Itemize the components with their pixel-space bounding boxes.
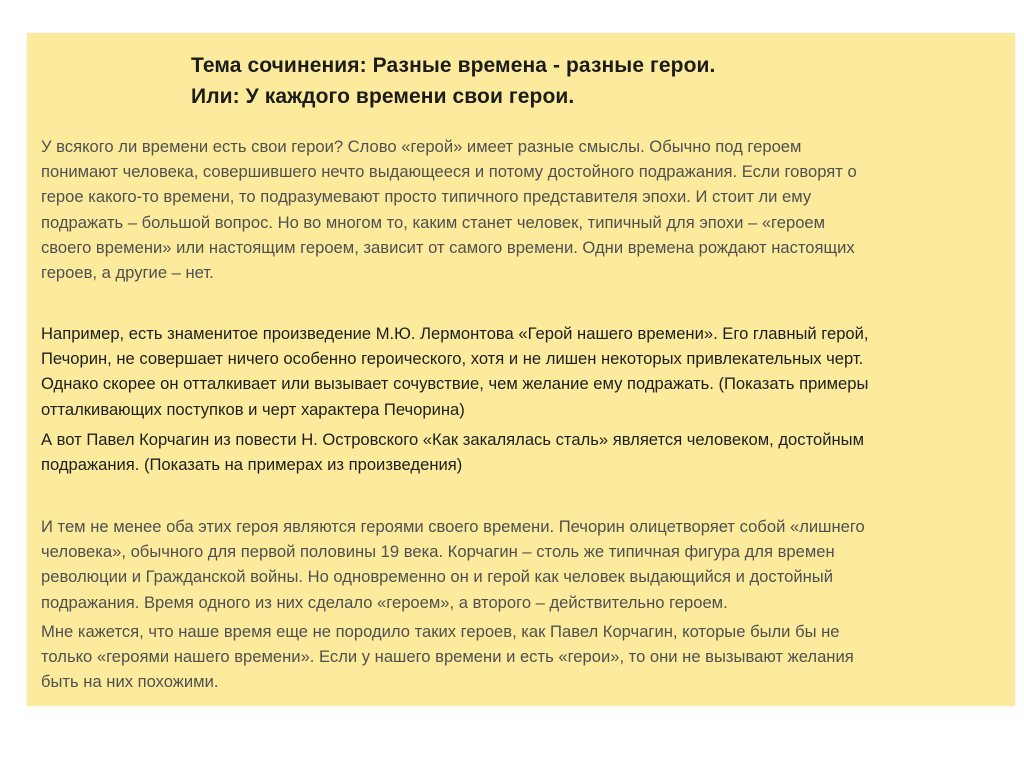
title-line-2: Или: У каждого времени свои герои. <box>191 85 575 108</box>
text-line: Мне кажется, что наше время еще не породило таких героев, как Павел Корчагин, которые были бы не <box>41 622 840 641</box>
text-line: У всякого ли времени есть свои герои? Слово «герой» имеет разные смыслы. Обычно под героем <box>41 137 802 156</box>
text-line: человека», обычного для первой половины 19 века. Корчагин – столь же типичная фигура для времен <box>41 542 835 562</box>
text-line: И тем не менее оба этих героя являются героями своего времени. Печорин олицетворяет собой «лишнего <box>41 517 865 536</box>
text-line: Например, есть знаменитое произведение М.Ю. Лермонтова «Герой нашего времени». Его главный герой, <box>41 324 869 343</box>
text-line: своего времени» или настоящим героем, зависит от самого времени. Одни времена рождают настоящих <box>41 237 855 257</box>
text-line: подражания. (Показать на примерах из произведения) <box>41 455 463 475</box>
text-line: только «героями нашего времени». Если у нашего времени и есть «герои», то они не вызывают желания <box>41 647 854 667</box>
paragraph-pechorin <box>41 321 993 422</box>
text-line: быть на них похожими. <box>41 672 219 692</box>
text-line: героев, а другие – нет. <box>41 263 214 283</box>
text-line: подражать – большой вопрос. Но во многом то, каким станет человек, типичный для эпохи – «героем <box>41 212 826 232</box>
text-line: А вот Павел Корчагин из повести Н. Островского «Как закалялась сталь» является человеком, достойным <box>41 430 864 449</box>
text-line: революции и Гражданской войны. Но одновременно он и герой как человек выдающийся и достойный <box>41 567 833 587</box>
slide-title <box>191 50 971 112</box>
text-line: подражания. Время одного из них сделало «героем», а второго – действительно героем. <box>41 592 728 612</box>
text-line: герое какого-то времени, то подразумевают просто типичного представителя эпохи. И стоит ли ему <box>41 187 812 207</box>
paragraph-comparison <box>41 514 993 615</box>
paragraph-intro <box>41 134 993 285</box>
paragraph-korchagin <box>41 427 993 477</box>
text-line: отталкивающих поступков и черт характера Печорина) <box>41 399 465 419</box>
paragraph-conclusion <box>41 619 993 695</box>
text-line: Однако скорее он отталкивает или вызывает сочувствие, чем желание ему подражать. (Показать примеры <box>41 374 869 394</box>
text-line: Печорин, не совершает ничего особенно героического, хотя и не лишен некоторых привлекательных черт. <box>41 349 864 369</box>
text-line: понимают человека, совершившего нечто выдающееся и потому достойного подражания. Если говорят о <box>41 162 857 182</box>
title-line-1: Тема сочинения: Разные времена - разные герои. <box>191 54 716 77</box>
